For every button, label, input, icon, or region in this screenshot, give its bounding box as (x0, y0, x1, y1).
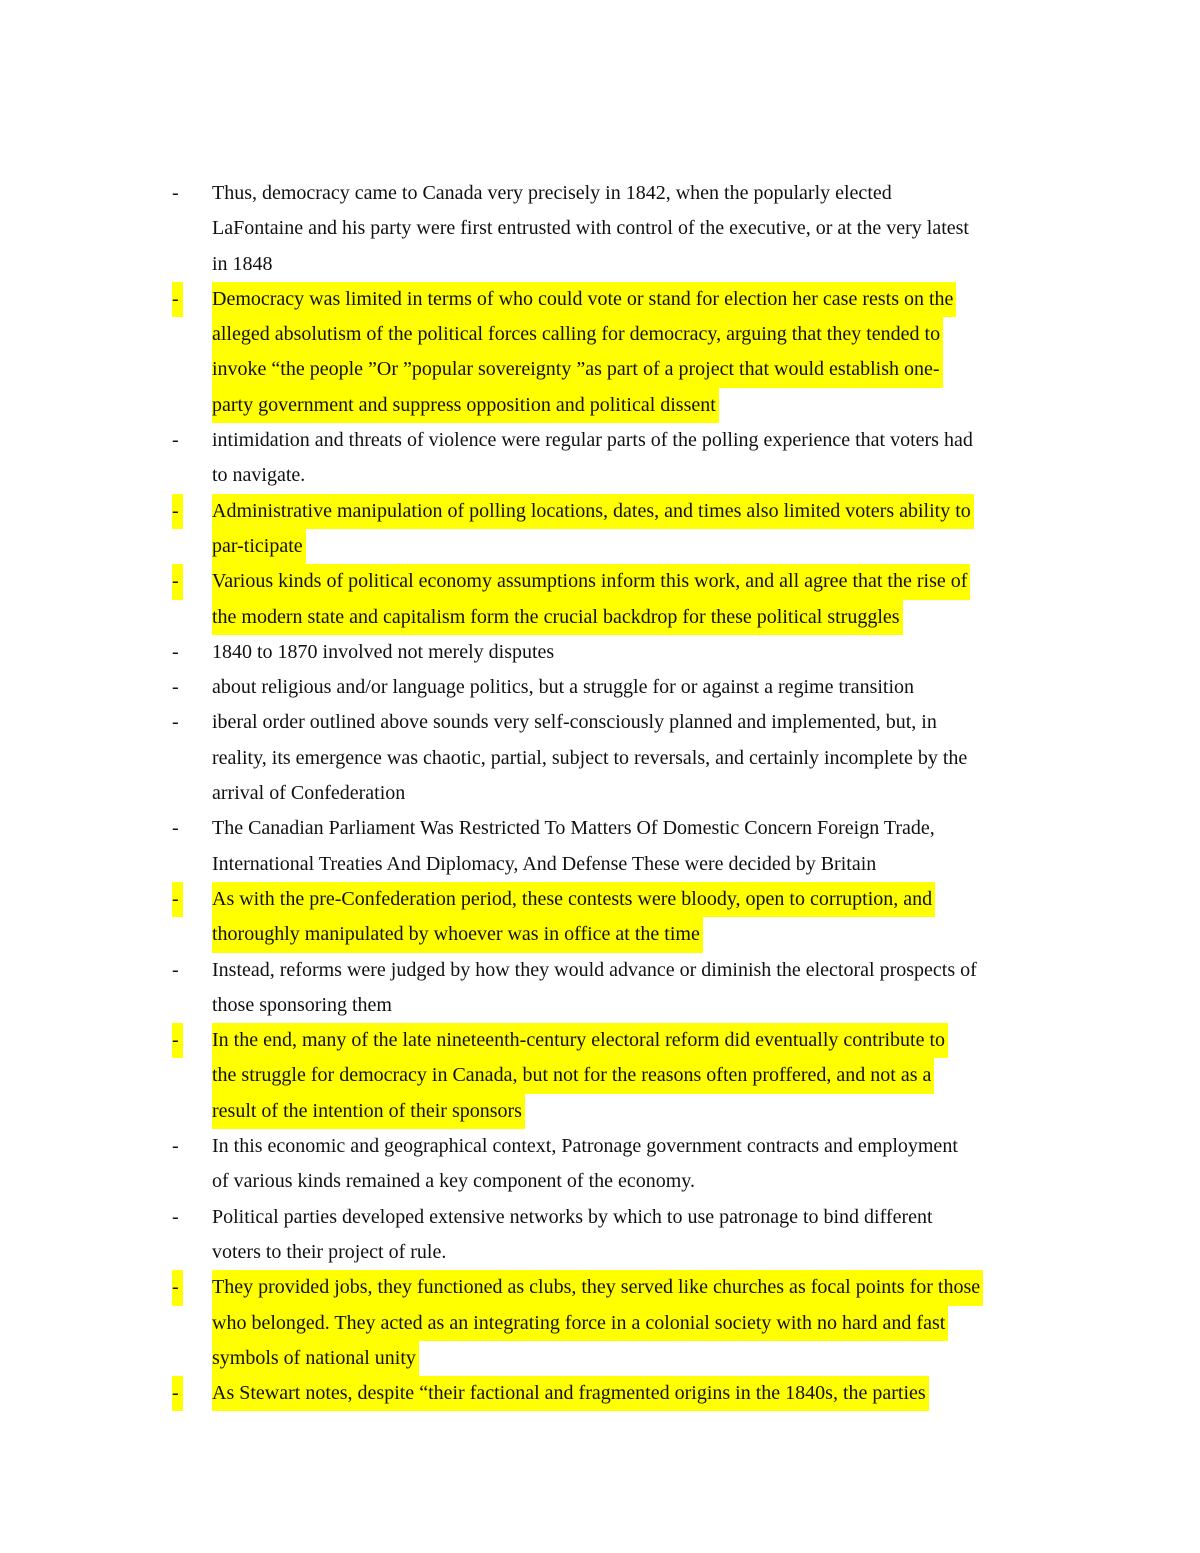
text-line (172, 529, 1072, 564)
line-text: invoke “the people ”Or ”popular sovereignty ”as part of a project that would establish one- (212, 352, 943, 387)
text-line (172, 847, 1072, 882)
line-text: reality, its emergence was chaotic, partial, subject to reversals, and certainly incomplete by the (212, 746, 968, 769)
line-text: Instead, reforms were judged by how they would advance or diminish the electoral prospects of (212, 958, 977, 981)
text-line (172, 1058, 1072, 1093)
text-line (172, 1341, 1072, 1376)
list-item (172, 811, 1072, 882)
bullet-dash: - (172, 958, 179, 981)
text-line (172, 1094, 1072, 1129)
text-line (172, 1270, 1072, 1305)
line-text: They provided jobs, they functioned as clubs, they served like churches as focal points for those (212, 1270, 983, 1305)
line-text: International Treaties And Diplomacy, And Defense These were decided by Britain (212, 852, 877, 875)
text-line (172, 176, 1072, 211)
bullet-dash: - (172, 882, 183, 917)
text-line (172, 423, 1072, 458)
bullet-dash: - (172, 494, 183, 529)
text-line (172, 564, 1072, 599)
list-item (172, 635, 1072, 670)
line-text: LaFontaine and his party were first entrusted with control of the executive, or at the very latest (212, 217, 969, 240)
text-line (172, 282, 1072, 317)
bullet-dash: - (172, 711, 179, 734)
text-line (172, 670, 1072, 705)
line-text: The Canadian Parliament Was Restricted To Matters Of Domestic Concern Foreign Trade, (212, 817, 935, 840)
bullet-list (172, 176, 1072, 1411)
text-line (172, 458, 1072, 493)
text-line (172, 1023, 1072, 1058)
highlighted-list-item (172, 1376, 1072, 1411)
text-line (172, 741, 1072, 776)
bullet-dash: - (172, 564, 183, 599)
bullet-dash: - (172, 182, 179, 204)
line-text: the modern state and capitalism form the crucial backdrop for these political struggles (212, 600, 903, 635)
line-text: par-ticipate (212, 529, 306, 564)
line-text: voters to their project of rule. (212, 1240, 447, 1263)
list-item (172, 1129, 1072, 1200)
list-item (172, 953, 1072, 1024)
text-line (172, 1306, 1072, 1341)
bullet-dash: - (172, 1023, 183, 1058)
line-text: result of the intention of their sponsors (212, 1094, 525, 1129)
list-item (172, 176, 1072, 282)
line-text: thoroughly manipulated by whoever was in office at the time (212, 917, 703, 952)
line-text: Democracy was limited in terms of who could vote or stand for election her case rests on the (212, 282, 956, 317)
line-text: those sponsoring them (212, 993, 392, 1016)
line-text: Various kinds of political economy assumptions inform this work, and all agree that the rise of (212, 564, 970, 599)
text-line (172, 317, 1072, 352)
line-text: intimidation and threats of violence were regular parts of the polling experience that voters had (212, 429, 973, 452)
highlighted-list-item (172, 882, 1072, 953)
line-text: In this economic and geographical context, Patronage government contracts and employment (212, 1135, 958, 1158)
line-text: iberal order outlined above sounds very self-consciously planned and implemented, but, in (212, 711, 937, 734)
text-line (172, 776, 1072, 811)
line-text: Administrative manipulation of polling locations, dates, and times also limited voters ability to (212, 494, 974, 529)
text-line (172, 1376, 1072, 1411)
bullet-dash: - (172, 676, 179, 699)
bullet-dash: - (172, 1135, 179, 1158)
bullet-dash: - (172, 1205, 179, 1228)
line-text: who belonged. They acted as an integrating force in a colonial society with no hard and fast (212, 1306, 948, 1341)
line-text: the struggle for democracy in Canada, but not for the reasons often proffered, and not as a (212, 1058, 934, 1093)
line-text: Political parties developed extensive networks by which to use patronage to bind different (212, 1205, 933, 1228)
text-line (172, 352, 1072, 387)
line-text: arrival of Confederation (212, 782, 406, 805)
highlighted-list-item (172, 1270, 1072, 1376)
list-item (172, 670, 1072, 705)
text-line (172, 917, 1072, 952)
line-text: in 1848 (212, 252, 273, 275)
bullet-dash: - (172, 429, 179, 452)
bullet-dash: - (172, 1270, 183, 1305)
list-item (172, 1200, 1072, 1271)
text-line (172, 1164, 1072, 1199)
text-line (172, 1200, 1072, 1235)
text-line (172, 811, 1072, 846)
text-line (172, 600, 1072, 635)
highlighted-list-item (172, 282, 1072, 423)
text-line (172, 1129, 1072, 1164)
highlighted-list-item (172, 564, 1072, 635)
text-line (172, 388, 1072, 423)
text-line (172, 494, 1072, 529)
bullet-dash: - (172, 640, 179, 663)
text-line (172, 635, 1072, 670)
text-line (172, 988, 1072, 1023)
text-line (172, 953, 1072, 988)
highlighted-list-item (172, 1023, 1072, 1129)
text-line (172, 705, 1072, 740)
list-item (172, 705, 1072, 811)
line-text: 1840 to 1870 involved not merely disputes (212, 640, 555, 663)
highlighted-list-item (172, 494, 1072, 565)
bullet-dash: - (172, 1376, 183, 1411)
bullet-dash: - (172, 282, 183, 317)
line-text: party government and suppress opposition and political dissent (212, 388, 719, 423)
line-text: to navigate. (212, 464, 306, 487)
bullet-dash: - (172, 817, 179, 840)
line-text: Thus, democracy came to Canada very precisely in 1842, when the popularly elected (212, 182, 892, 204)
text-line (172, 882, 1072, 917)
line-text: As Stewart notes, despite “their factional and fragmented origins in the 1840s, the parties (212, 1376, 929, 1411)
list-item (172, 423, 1072, 494)
text-line (172, 211, 1072, 246)
line-text: of various kinds remained a key component of the economy. (212, 1170, 696, 1193)
line-text: about religious and/or language politics, but a struggle for or against a regime transition (212, 676, 915, 699)
line-text: alleged absolutism of the political forces calling for democracy, arguing that they tended to (212, 317, 943, 352)
line-text: In the end, many of the late nineteenth-century electoral reform did eventually contribute to (212, 1023, 948, 1058)
text-line (172, 1235, 1072, 1270)
line-text: As with the pre-Confederation period, these contests were bloody, open to corruption, and (212, 882, 935, 917)
text-line (172, 247, 1072, 282)
line-text: symbols of national unity (212, 1341, 419, 1376)
